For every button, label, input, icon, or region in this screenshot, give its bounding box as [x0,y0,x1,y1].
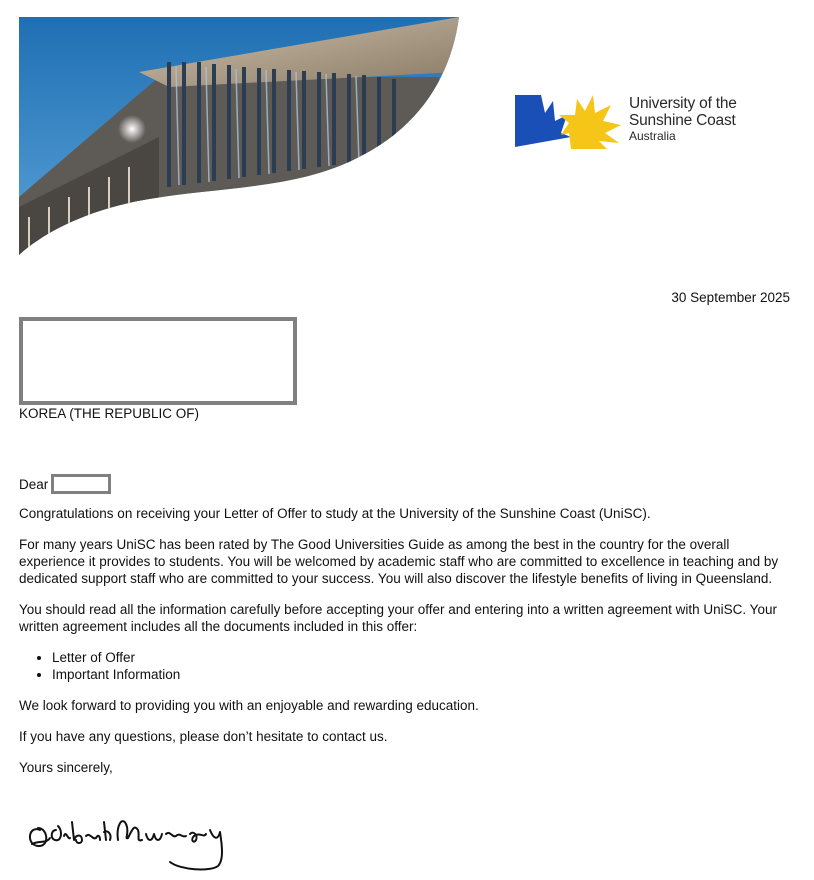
salutation [19,474,111,494]
redacted-name-box [51,474,111,494]
list-item: • Letter of Offer [52,649,799,666]
letter-body [19,505,799,790]
salutation-text: Dear [19,476,49,492]
paragraph-rating: For many years UniSC has been rated by The Good Universities Guide as among the best in the country for the overall experience it provides to students. You will be welcomed by academic staff who are committed to excellence in teaching and by dedicated support staff who are committed to your success. You will also discover the lifestyle benefits of living in Queensland. [19,537,779,586]
paragraph-look-forward: We look forward to providing you with an enjoyable and rewarding education. [19,698,479,713]
handwritten-signature [20,800,240,875]
university-logo [515,93,755,153]
header-building-photo [19,17,459,257]
letter-date: 30 September 2025 [671,290,790,305]
paragraph-agreement: You should read all the information carefully before accepting your offer and entering into a written agreement with UniSC. Your written agreement includes all the documents included in this offer: [19,602,777,634]
signoff: Yours sincerely, [19,760,113,775]
logo-text-line-1: University of the [629,95,737,112]
paragraph-congratulations: Congratulations on receiving your Letter of Offer to study at the University of the Sunshine Coast (UniSC). [19,506,651,521]
paragraph-questions: If you have any questions, please don’t hesitate to contact us. [19,729,388,744]
list-item: • Important Information [52,666,799,683]
sunburst-logo-icon [515,93,623,149]
documents-list [19,649,799,683]
logo-text-line-3: Australia [629,129,676,144]
logo-text-line-2: Sunshine Coast [629,112,736,130]
address-country: KOREA (THE REPUBLIC OF) [19,406,200,421]
redacted-address-box [19,317,297,405]
